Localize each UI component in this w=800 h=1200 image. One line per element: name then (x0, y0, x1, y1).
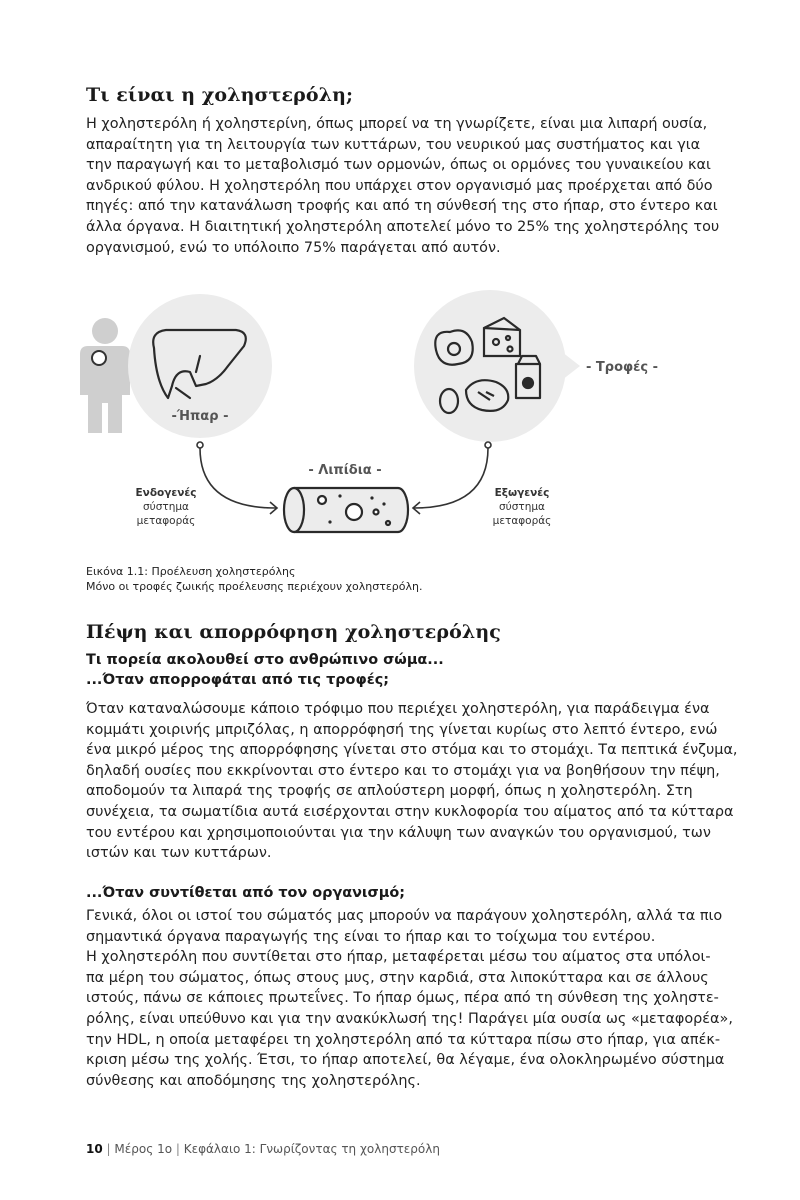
text-line: δηλαδή ουσίες που εκκρίνονται στο έντερο και το στομάχι για να βοηθήσουν την πέψη, (86, 762, 720, 779)
footer-separator: | (106, 1142, 111, 1156)
human-silhouette-icon (80, 318, 130, 433)
subheading-absorbed-from-food: ...Όταν απορροφάται από τις τροφές; (86, 672, 389, 688)
liver-label: -Ήπαρ - (171, 409, 229, 424)
subheading-question: Τι πορεία ακολουθεί στο ανθρώπινο σώμα... (86, 652, 444, 668)
text-line: την HDL, η οποία μεταφέρει τη χοληστερόλη από τα κύτταρα πίσω στο ήπαρ, για απέκ- (86, 1031, 721, 1048)
text-line: συνέχεια, τα σωματίδια αυτά εισέρχονται στην κυκλοφορία του αίματος από τα κύτταρα (86, 803, 734, 820)
text-line: ρόλης, είναι υπεύθυνο και για την ανακύκλωσή της! Παράγει μία ουσία ως «μεταφορέα», (86, 1010, 733, 1027)
text-line: την παραγωγή και το μεταβολισμό των ορμονών, όπως οι ορμόνες του γυναικείου και (86, 157, 711, 174)
text-line: απαραίτητη για τη λειτουργία των κυττάρων, του νευρικού μας συστήματος και για (86, 136, 701, 153)
text-line: Η χοληστερόλη ή χοληστερίνη, όπως μπορεί να τη γνωρίζετε, είναι μια λιπαρή ουσία, (86, 116, 708, 132)
endogenous-label-title: Ενδογενές (135, 487, 197, 499)
blood-vessel-icon (284, 488, 408, 532)
endogenous-label-line2: σύστημα (143, 501, 189, 513)
exogenous-arrow (413, 442, 491, 514)
exogenous-label-line3: μεταφοράς (492, 515, 552, 527)
footer-chapter: Κεφάλαιο 1: Γνωρίζοντας τη χοληστερόλη (183, 1142, 440, 1156)
text-line: ένα μικρό μέρος της απορρόφησης γίνεται στο στόμα και το στομάχι. Τα πεπτικά ένζυμα, (86, 742, 738, 759)
text-line: Η χοληστερόλη που συντίθεται στο ήπαρ, μεταφέρεται μέσω του αίματος στα υπόλοι- (86, 949, 711, 966)
subheading-synthesized-by-body: ...Όταν συντίθεται από τον οργανισμό; (86, 885, 405, 901)
foods-pointer (562, 352, 580, 380)
page-number: 10 (86, 1142, 103, 1156)
section-heading-digestion: Πέψη και απορρόφηση χοληστερόλης (86, 621, 501, 643)
synthesis-paragraph (86, 906, 733, 1091)
endogenous-label-line3: μεταφοράς (136, 515, 196, 527)
text-line: του εντέρου και χρησιμοποιούνται για την κάλυψη των αναγκών του οργανισμού, των (86, 824, 711, 841)
exogenous-label-line2: σύστημα (499, 501, 545, 513)
lipids-label: - Λιπίδια - (308, 463, 382, 478)
text-line: Όταν καταναλώσουμε κάποιο τρόφιμο που περιέχει χοληστερόλη, για παράδειγμα ένα (86, 701, 710, 717)
page-footer (86, 1142, 440, 1156)
text-line: κριση μέσω της χολής. Έτσι, το ήπαρ αποτελεί, θα λέγαμε, ένα ολοκληρωμένο σύστημα (86, 1052, 725, 1069)
cholesterol-origin-figure (0, 290, 800, 550)
exogenous-label-title: Εξωγενές (494, 487, 550, 499)
foods-circle (414, 290, 566, 442)
text-line: σημαντικά όργανα παραγωγής της είναι το ήπαρ και το τοίχωμα του εντέρου. (86, 928, 656, 945)
footer-part: Μέρος 1ο (114, 1142, 173, 1156)
text-line: άλλα όργανα. Η διαιτητική χοληστερόλη αποτελεί μόνο το 25% της χοληστερόλης του (86, 218, 720, 235)
absorption-paragraph (86, 699, 738, 864)
text-line: σύνθεσης και αποδόμησης της χοληστερόλης. (86, 1072, 421, 1089)
text-line: ανδρικού φύλου. Η χοληστερόλη που υπάρχει στον οργανισμό μας προέρχεται από δύο (86, 177, 713, 194)
figure-caption (86, 564, 422, 594)
text-line: κομμάτι χοιρινής μπριζόλας, η απορρόφησή της γίνεται κυρίως στο λεπτό έντερο, ενώ (86, 721, 718, 738)
liver-location-marker-icon (92, 351, 106, 365)
section-heading-what-is-cholesterol: Τι είναι η χοληστερόλη; (86, 84, 354, 106)
intro-paragraph (86, 114, 719, 258)
text-line: Γενικά, όλοι οι ιστοί του σώματός μας μπορούν να παράγουν χοληστερόλη, αλλά τα πιο (86, 908, 723, 924)
figure-caption-title: Εικόνα 1.1: Προέλευση χοληστερόλης (86, 565, 296, 578)
endogenous-arrow (197, 442, 277, 514)
figure-caption-text: Μόνο οι τροφές ζωικής προέλευσης περιέχουν χοληστερόλη. (86, 580, 423, 593)
text-line: οργανισμού, ενώ το υπόλοιπο 75% παράγεται από αυτόν. (86, 239, 501, 256)
text-line: ιστούς, πάνω σε κάποιες πρωτεΐνες. Το ήπαρ όμως, πέρα από τη σύνθεση της χοληστε- (86, 990, 719, 1007)
foods-label: - Τροφές - (585, 360, 659, 375)
text-line: ιστών και των κυττάρων. (86, 845, 272, 862)
text-line: πα μέρη του σώματος, όπως στους μυς, στην καρδιά, στα λιποκύτταρα και σε άλλους (86, 969, 709, 986)
footer-separator: | (175, 1142, 180, 1156)
text-line: αποδομούν τα λιπαρά της τροφής σε απλούστερη μορφή, όπως η χοληστερόλη. Στη (86, 783, 693, 800)
text-line: πηγές: από την κατανάλωση τροφής και από τη σύνθεσή της στο ήπαρ, στο έντερο και (86, 198, 718, 215)
